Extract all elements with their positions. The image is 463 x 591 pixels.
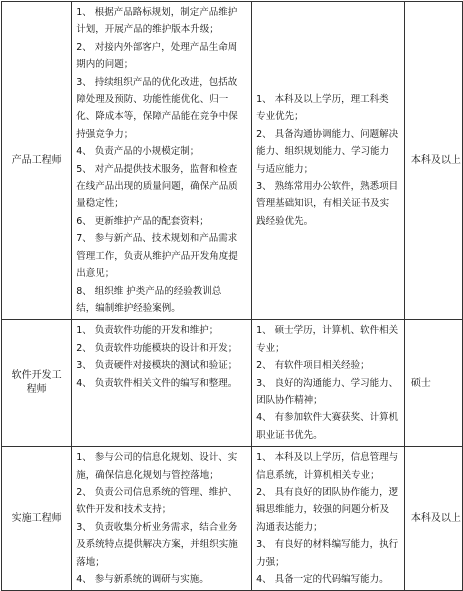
duty-line: 及系统特点提供解决方案，并组织实施	[76, 539, 238, 551]
duty-line: 4、 负责软件相关文件的编写和整理。	[76, 377, 238, 389]
duty-line: 8、 组织维 护类产品的经验教训总	[76, 285, 222, 297]
duty-line: 软件开发和技术支持；	[76, 504, 172, 516]
duty-line: 1、 负责软件功能的开发和维护；	[76, 325, 219, 337]
role-cell	[2, 320, 72, 447]
table-row	[2, 447, 463, 591]
requirement-line: 团队协作精神；	[256, 394, 323, 406]
duty-cell	[72, 320, 252, 447]
duty-line: 计划，开展产品的维护版本升级；	[76, 24, 219, 36]
requirement-line: 与适应能力；	[256, 163, 314, 175]
requirement-line: 3、 良好的沟通能力、学习能力、	[256, 377, 399, 389]
duty-line: 管理工作，负责从维护产品开发角度提	[76, 250, 238, 262]
job-table	[1, 1, 463, 591]
duty-line: 2、 负责软件功能模块的设计和开发；	[76, 342, 238, 354]
requirement-line: 2、 具备沟通协调能力、问题解决	[256, 128, 399, 140]
duty-line: 1、 参与公司的信息化规划、设计、实	[76, 452, 238, 464]
degree-text: 硕士	[410, 377, 431, 389]
duty-line: 在线产品出现的质量问题，确保产品质	[76, 181, 238, 193]
role-name: 产品工程师	[11, 154, 62, 166]
duty-line: 5、 对产品提供技术服务，监督和检查	[76, 163, 238, 175]
role-name: 实施工程师	[11, 512, 62, 524]
role-cell	[2, 2, 72, 320]
duty-line: 出意见；	[76, 268, 115, 280]
requirement-line: 1、 本科及以上学历，信息管理与	[256, 452, 399, 464]
duty-line: 3、 持续组织产品的优化改进，包括故	[76, 76, 238, 88]
duty-line: 化、降成本等，保障产品能在竞争中保	[76, 111, 238, 123]
duty-cell	[72, 447, 252, 591]
requirement-line: 辑思维能力，较强的问题分析及	[256, 504, 390, 516]
requirement-line: 3、 有良好的材料编写能力，执行	[256, 539, 399, 551]
duty-line: 期内的问题；	[76, 59, 134, 71]
duty-line: 2、 负责公司信息系统的管理、维护、	[76, 486, 238, 498]
requirement-line: 管理基础知识，有相关证书及实	[256, 198, 390, 210]
table-row	[2, 320, 463, 447]
duty-line: 3、 负责硬件对接模块的测试和验证；	[76, 360, 238, 372]
requirement-line: 践经验优先。	[256, 215, 314, 227]
duty-line: 落地；	[76, 556, 105, 568]
duty-line: 4、 负责产品的小规模定制；	[76, 146, 200, 158]
requirement-line: 3、 熟练常用办公软件，熟悉项目	[256, 181, 399, 193]
requirement-line: 专业优先；	[256, 111, 304, 123]
requirement-cell	[252, 447, 405, 591]
requirement-cell	[252, 320, 405, 447]
requirement-line: 专业；	[256, 342, 285, 354]
requirement-line: 2、 具有良好的团队协作能力，逻	[256, 486, 399, 498]
degree-text: 本科及以上	[410, 154, 461, 166]
role-line: 程师	[26, 384, 47, 396]
duty-line: 结，编制维护经验案例。	[76, 302, 181, 314]
requirement-line: 4、 有参加软件大赛获奖、计算机	[256, 412, 399, 424]
duty-line: 7、 参与新产品、技术规划和产品需求	[76, 233, 238, 245]
duty-line: 3、 负责收集分析业务需求，结合业务	[76, 521, 238, 533]
requirement-line: 沟通表达能力；	[256, 521, 323, 533]
table-row	[2, 2, 463, 320]
requirement-line: 信息系统，计算机相关专业；	[256, 469, 380, 481]
requirement-line: 力强；	[256, 556, 285, 568]
requirement-line: 1、 本科及以上学历，理工科类	[256, 94, 389, 106]
requirement-line: 1、 硕士学历，计算机、软件相关	[256, 325, 399, 337]
role-cell	[2, 447, 72, 591]
requirement-line: 4、 具备一定的代码编写能力。	[256, 574, 389, 585]
degree-cell	[404, 447, 462, 591]
degree-cell	[404, 2, 462, 320]
degree-cell	[404, 320, 462, 447]
role-line: 软件开发工	[11, 370, 62, 382]
duty-line: 2、 对接内外部客户，处理产品生命周	[76, 41, 238, 53]
degree-text: 本科及以上	[410, 513, 461, 525]
duty-cell	[72, 2, 252, 320]
duty-line: 1、 根据产品路标规划，制定产品维护	[76, 7, 238, 18]
duty-line: 6、 更新维护产品的配套资料；	[76, 215, 209, 227]
requirement-line: 职业证书优先。	[256, 429, 323, 441]
requirement-cell	[252, 2, 405, 320]
duty-line: 持强竞争力；	[76, 128, 134, 140]
requirement-line: 能力、组织规划能力、学习能力	[256, 146, 390, 158]
duty-line: 4、 参与新系统的调研与实施。	[76, 574, 209, 585]
duty-line: 量稳定性；	[76, 198, 124, 210]
requirement-line: 2、 有软件项目相关经验；	[256, 360, 370, 372]
duty-line: 施，确保信息化规划与管控落地；	[76, 469, 219, 481]
duty-line: 障处理及预防、功能性能优化、归一	[76, 94, 229, 106]
